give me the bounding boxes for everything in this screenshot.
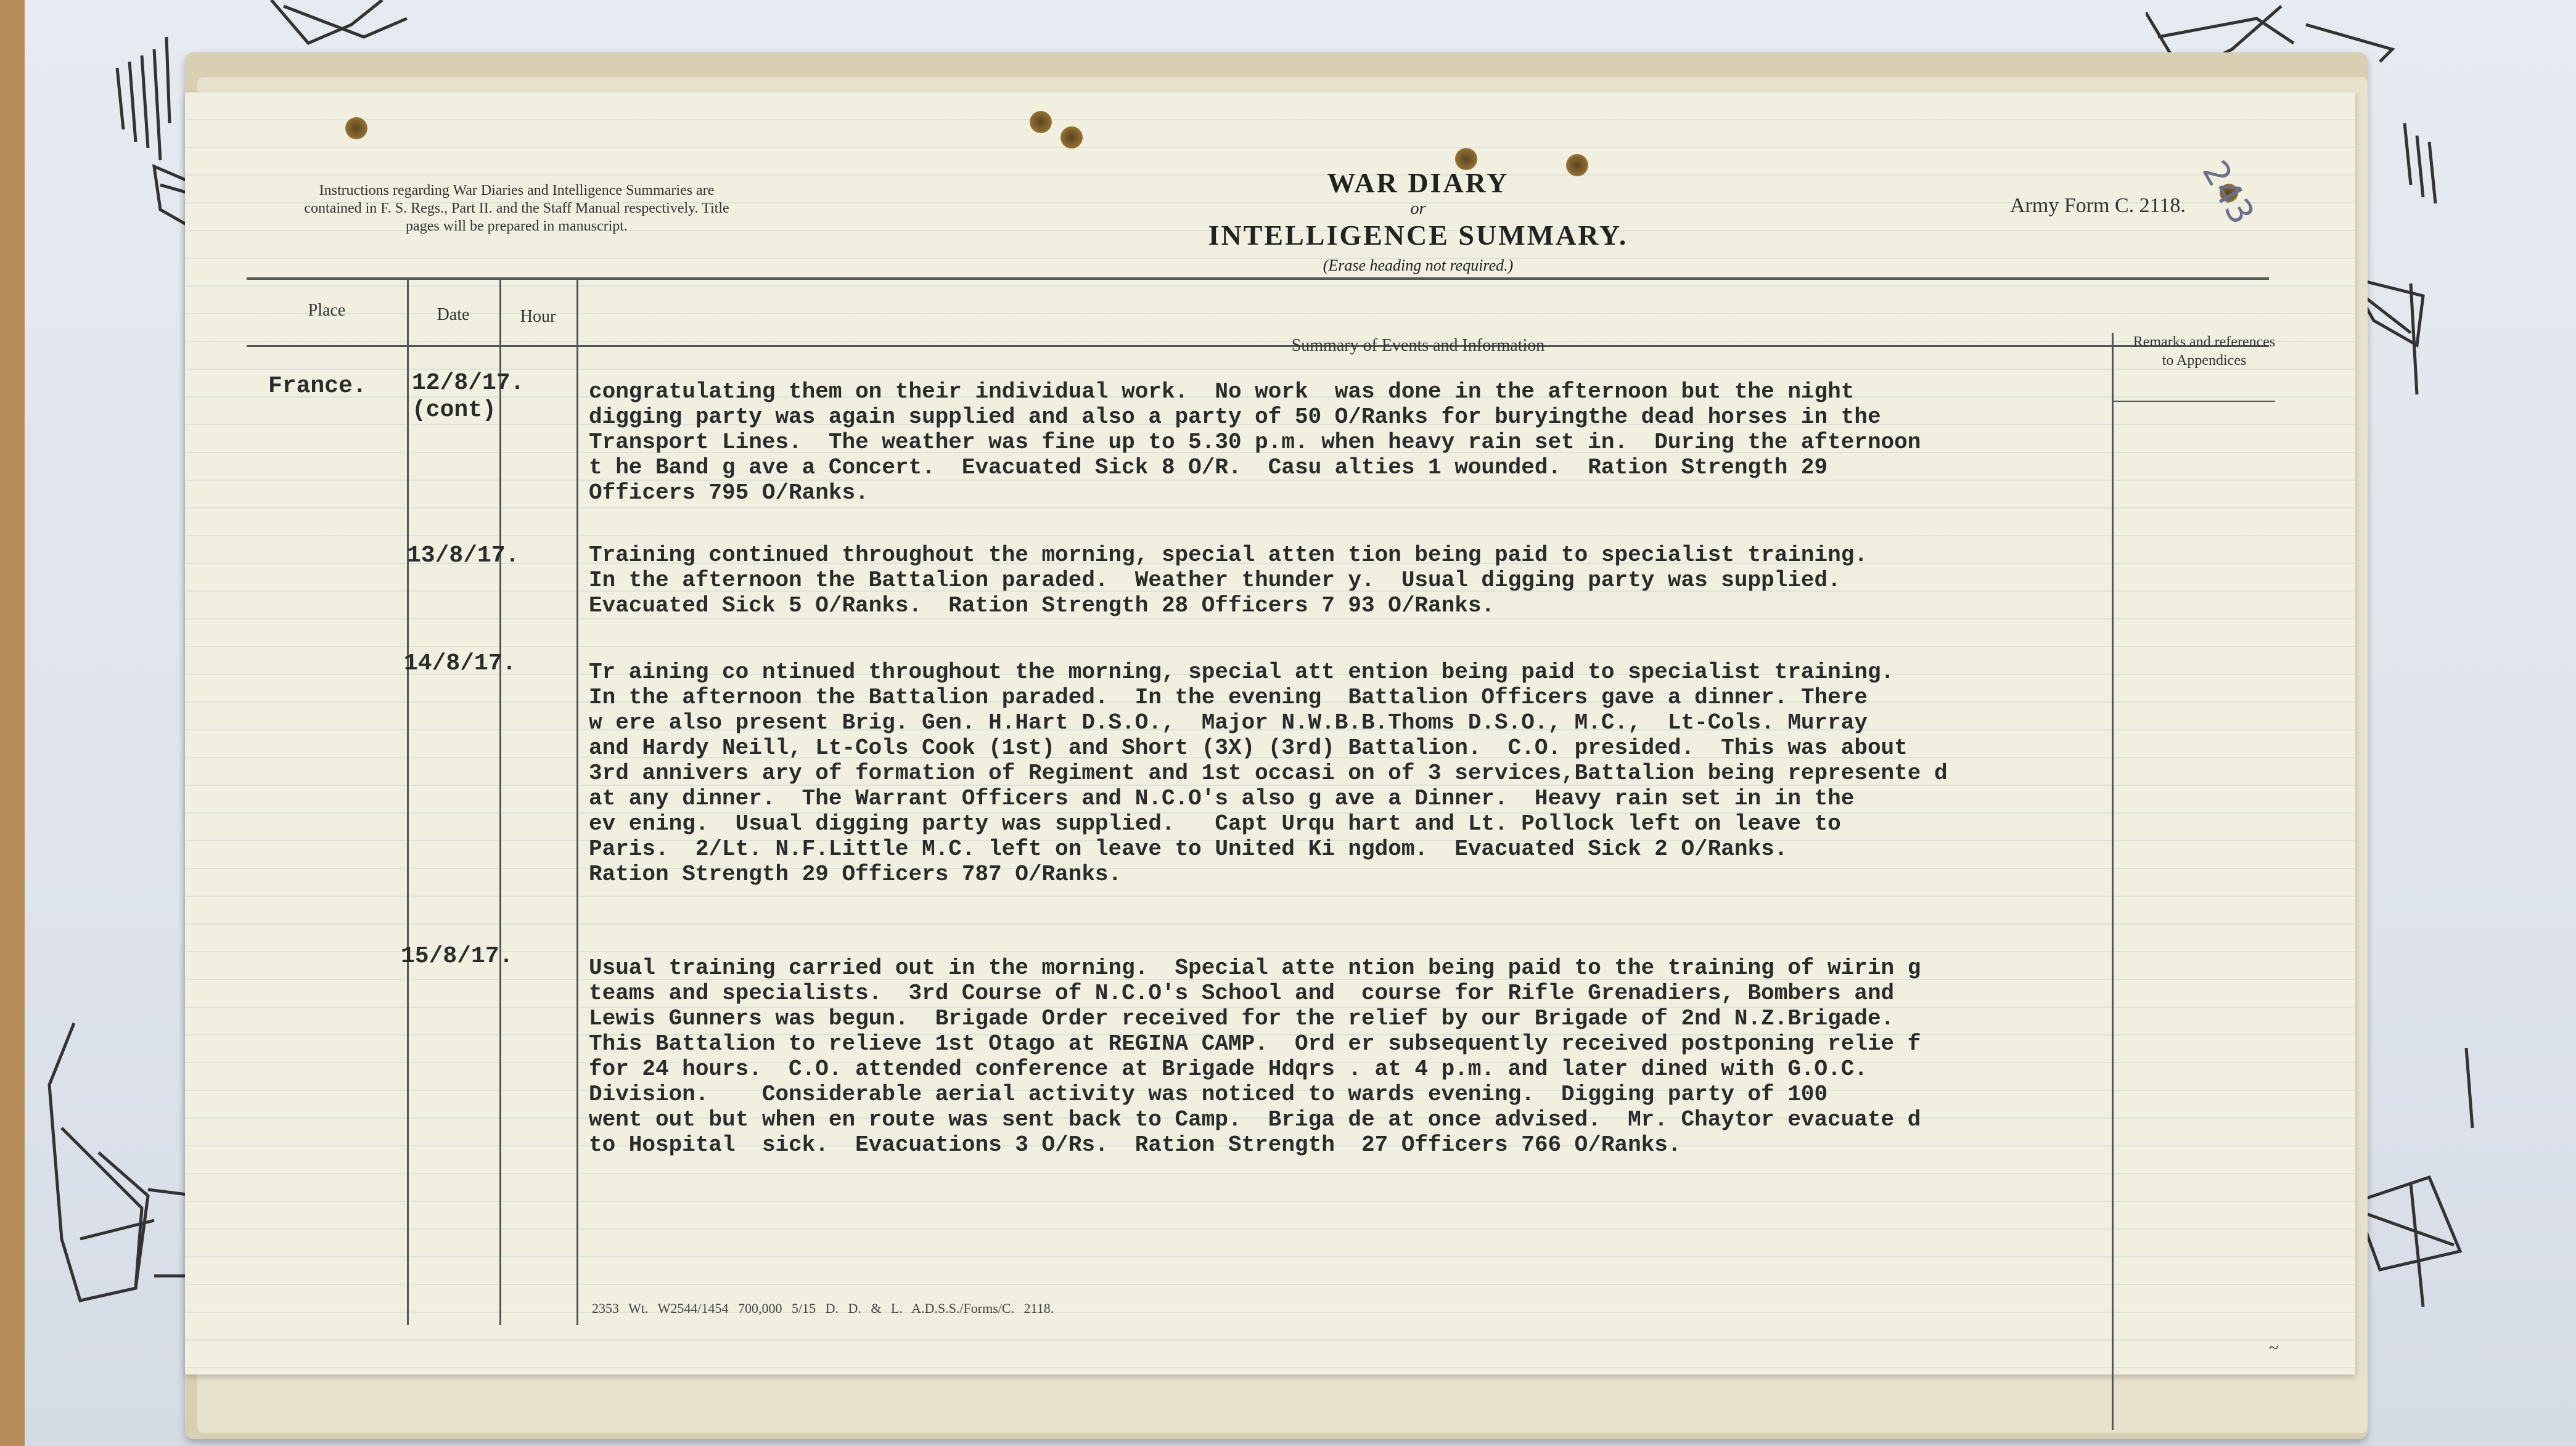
column-rule-hour — [576, 277, 578, 1325]
page-number: 243 — [2194, 153, 2262, 232]
entry-line: and Hardy Neill, Lt-Cols Cook (1st) and Short (3X) (3rd) Battalion. C.O. presided. This was about — [589, 735, 1908, 761]
date-value: 13/8/17. — [407, 542, 520, 569]
place-cell: France. — [268, 373, 367, 399]
entry-line: Officers 795 O/Ranks. — [589, 480, 869, 505]
entry-line: This Battalion to relieve 1st Otago at REGINA CAMP. Ord er subsequently received postponing relie f — [589, 1031, 1921, 1056]
entry-date — [412, 370, 524, 424]
print-footer: 2353 Wt. W2544/1454 700,000 5/15 D. D. & L. A.D.S.S./Forms/C. 2118. — [592, 1301, 1054, 1316]
entry-line: to Hospital sick. Evacuations 3 O/Rs. Ration Strength 27 Officers 766 O/Ranks. — [589, 1132, 1681, 1158]
punch-hole — [1030, 111, 1052, 133]
war-diary-page — [185, 92, 2355, 1375]
entry-line: Lewis Gunners was begun. Brigade Order received for the relief by our Brigade of 2nd N.Z.Brigade. — [589, 1006, 1895, 1031]
entry-line: for 24 hours. C.O. attended conference at Brigade Hdqrs . at 4 p.m. and later dined with G.O.C. — [589, 1056, 1868, 1082]
entry-date — [404, 650, 516, 677]
entry-line: at any dinner. The Warrant Officers and N.C.O's also g ave a Dinner. Heavy rain set in in the — [589, 786, 1855, 811]
entry-line: congratulating them on their individual work. No work was done in the afternoon but the night — [589, 379, 1855, 404]
date-value: 14/8/17. — [404, 650, 517, 677]
column-header-date: Date — [437, 305, 470, 324]
entry-text — [589, 955, 2377, 1158]
entry-line: w ere also present Brig. Gen. H.Hart D.S.O., Major N.W.B.B.Thoms D.S.O., M.C., Lt-Cols. Murray — [589, 710, 1868, 735]
entry-line: Ration Strength 29 Officers 787 O/Ranks. — [589, 862, 1122, 887]
date-value: 15/8/17. — [401, 943, 514, 970]
entry-line: ev ening. Usual digging party was supplied. Capt Urqu hart and Lt. Pollock left on leave to — [589, 811, 1841, 836]
entry-text — [589, 660, 2377, 887]
entry-text — [589, 379, 2377, 505]
entry-line: Evacuated Sick 5 O/Ranks. Ration Strength 28 Officers 7 93 O/Ranks. — [589, 593, 1495, 618]
column-header-remarks: Remarks and references to Appendices — [2133, 334, 2276, 369]
entry-line: digging party was again supplied and also a party of 50 O/Ranks for buryingthe dead horses in the — [589, 404, 1881, 430]
entry-text — [589, 542, 2377, 618]
title-war-diary: WAR DIARY — [1327, 167, 1509, 198]
entry-line: In the afternoon the Battalion paraded. In the evening Battalion Officers gave a dinner. There — [589, 685, 1868, 710]
entry-line: Transport Lines. The weather was fine up to 5.30 p.m. when heavy rain set in. During the afternoon — [589, 430, 1921, 455]
column-rule-date — [499, 277, 501, 1325]
date-note: (cont) — [412, 397, 496, 423]
entry-line: Training continued throughout the morning, special atten tion being paid to specialist training. — [589, 542, 1868, 568]
entry-date — [401, 943, 513, 970]
entry-line: t he Band g ave a Concert. Evacuated Sick 8 O/R. Casu alties 1 wounded. Ration Strength 29 — [589, 455, 1828, 480]
header-top-rule — [247, 277, 2269, 280]
entry-line: Division. Considerable aerial activity was noticed to wards evening. Digging party of 100 — [589, 1082, 1828, 1107]
date-value: 12/8/17. — [412, 370, 525, 396]
column-header-summary: Summary of Events and Information — [1291, 336, 1545, 355]
title-note: (Erase heading not required.) — [1323, 256, 1514, 274]
title-or: or — [1410, 199, 1426, 218]
desk-edge — [0, 0, 25, 1446]
entry-line: Paris. 2/Lt. N.F.Little M.C. left on leave to United Ki ngdom. Evacuated Sick 2 O/Ranks. — [589, 836, 1788, 862]
entry-date — [407, 542, 519, 570]
pencil-sketch-bottom-left — [25, 1005, 210, 1325]
instructions-text: Instructions regarding War Diaries and Intelligence Summaries are contained in F. S. Regs., Part II. and the Staff Manual respectively. Title pages will be prepared in manuscript. — [304, 182, 729, 234]
entry-line: In the afternoon the Battalion paraded. Weather thunder y. Usual digging party was supplied. — [589, 568, 1841, 593]
column-header-place: Place — [308, 301, 346, 320]
column-header-hour: Hour — [520, 307, 556, 326]
punch-hole — [1060, 126, 1083, 149]
entry-line: teams and specialists. 3rd Course of N.C.O's School and course for Rifle Grenadiers, Bombers and — [589, 981, 1895, 1006]
entry-line: went out but when en route was sent back to Camp. Briga de at once advised. Mr. Chaytor evacuate d — [589, 1107, 1921, 1132]
entry-line: Tr aining co ntinued throughout the morning, special att ention being paid to specialist training. — [589, 660, 1895, 685]
punch-hole — [345, 117, 367, 139]
pencil-tick-mark: ~ — [2269, 1339, 2279, 1358]
column-rule-place — [407, 277, 409, 1325]
title-intelligence-summary: INTELLIGENCE SUMMARY. — [1208, 219, 1628, 251]
entry-line: Usual training carried out in the morning. Special atte ntion being paid to the training of wirin g — [589, 955, 1921, 981]
entry-line: 3rd annivers ary of formation of Regiment and 1st occasi on of 3 services,Battalion being represente d — [589, 761, 1948, 786]
form-title — [1110, 166, 1726, 275]
army-form-number: Army Form C. 2118. — [2010, 194, 2186, 217]
